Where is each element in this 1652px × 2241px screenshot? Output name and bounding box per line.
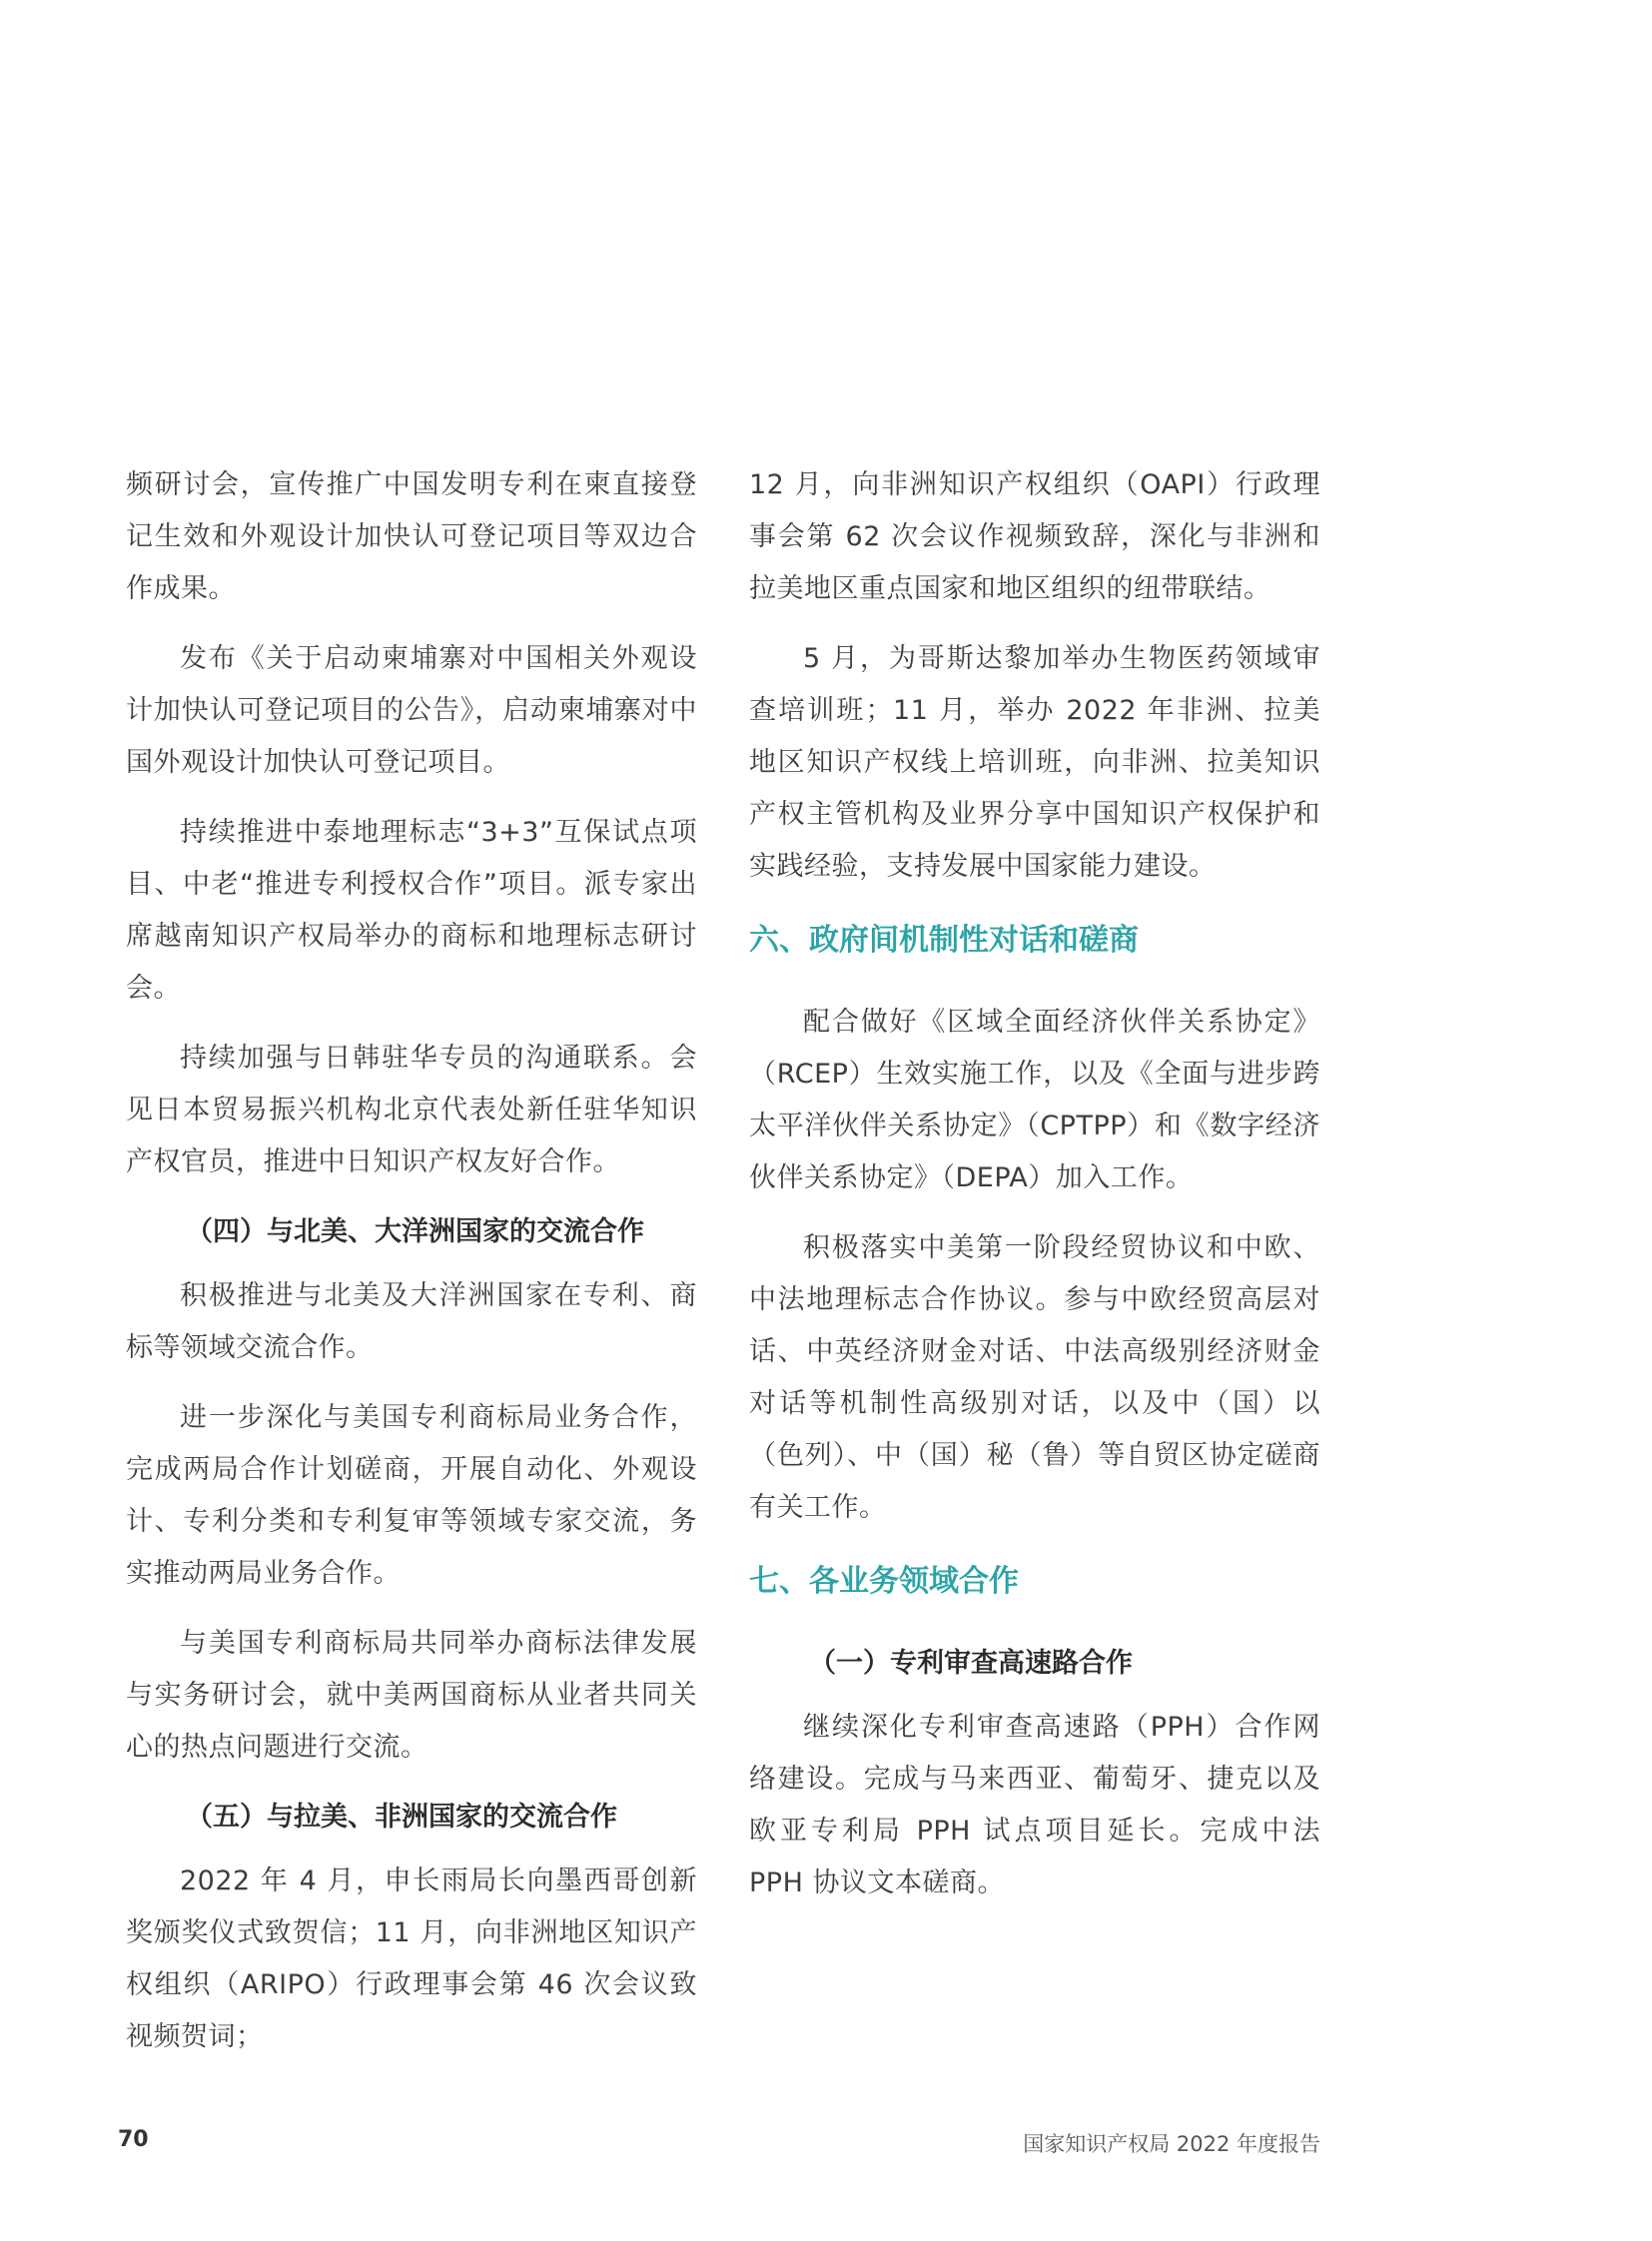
right-paragraph-3: 配合做好《区域全面经济伙伴关系协定》（RCEP）生效实施工作，以及《全面与进步跨太平洋伙伴关系协定》（CPTPP）和《数字经济伙伴关系协定》（DEPA）加入工作。	[749, 1007, 1320, 1193]
section-heading-7: 七、各业务领域合作	[749, 1564, 1019, 1599]
subheading-latin-america-africa: （五）与拉美、非洲国家的交流合作	[186, 1802, 617, 1833]
footer-report-title: 国家知识产权局 2022 年度报告	[1023, 2132, 1320, 2156]
right-paragraph-1: 12 月，向非洲知识产权组织（OAPI）行政理事会第 62 次会议作视频致辞，深化与非洲和拉美地区重点国家和地区组织的纽带联结。	[749, 469, 1320, 604]
left-paragraph-3: 持续推进中泰地理标志“3+3”互保试点项目、中老“推进专利授权合作”项目。派专家出席越南知识产权局举办的商标和地理标志研讨会。	[126, 817, 697, 1004]
left-paragraph-6: 进一步深化与美国专利商标局业务合作，完成两局合作计划磋商，开展自动化、外观设计、专利分类和专利复审等领域专家交流，务实推动两局业务合作。	[126, 1402, 697, 1589]
left-paragraph-8: 2022 年 4 月，申长雨局长向墨西哥创新奖颁奖仪式致贺信；11 月，向非洲地区知识产权组织（ARIPO）行政理事会第 46 次会议致视频贺词；	[126, 1866, 697, 2052]
left-paragraph-4: 持续加强与日韩驻华专员的沟通联系。会见日本贸易振兴机构北京代表处新任驻华知识产权官员，推进中日知识产权友好合作。	[126, 1043, 697, 1177]
subheading-north-america-oceania: （四）与北美、大洋洲国家的交流合作	[186, 1216, 644, 1247]
left-paragraph-1: 频研讨会，宣传推广中国发明专利在柬直接登记生效和外观设计加快认可登记项目等双边合作成果。	[126, 469, 697, 604]
section-heading-6: 六、政府间机制性对话和磋商	[749, 923, 1139, 958]
right-paragraph-4: 积极落实中美第一阶段经贸协议和中欧、中法地理标志合作协议。参与中欧经贸高层对话、中英经济财金对话、中法高级别经济财金对话等机制性高级别对话，以及中（国）以（色列）、中（国）秘（鲁）等自贸区协定磋商有关工作。	[749, 1232, 1320, 1523]
page-number: 70	[118, 2127, 149, 2152]
right-column	[749, 459, 1320, 1927]
left-column	[126, 459, 697, 2081]
subheading-pph: （一）专利审查高速路合作	[809, 1648, 1133, 1679]
right-paragraph-2: 5 月，为哥斯达黎加举办生物医药领域审查培训班；11 月，举办 2022 年非洲、拉美地区知识产权线上培训班，向非洲、拉美知识产权主管机构及业界分享中国知识产权保护和实践经验，支持发展中国家能力建设。	[749, 643, 1320, 882]
left-paragraph-2: 发布《关于启动柬埔寨对中国相关外观设计加快认可登记项目的公告》，启动柬埔寨对中国外观设计加快认可登记项目。	[126, 643, 697, 778]
left-paragraph-5: 积极推进与北美及大洋洲国家在专利、商标等领域交流合作。	[126, 1280, 697, 1363]
right-paragraph-5: 继续深化专利审查高速路（PPH）合作网络建设。完成与马来西亚、葡萄牙、捷克以及欧亚专利局 PPH 试点项目延长。完成中法 PPH 协议文本磋商。	[749, 1712, 1320, 1898]
left-paragraph-7: 与美国专利商标局共同举办商标法律发展与实务研讨会，就中美两国商标从业者共同关心的热点问题进行交流。	[126, 1628, 697, 1763]
